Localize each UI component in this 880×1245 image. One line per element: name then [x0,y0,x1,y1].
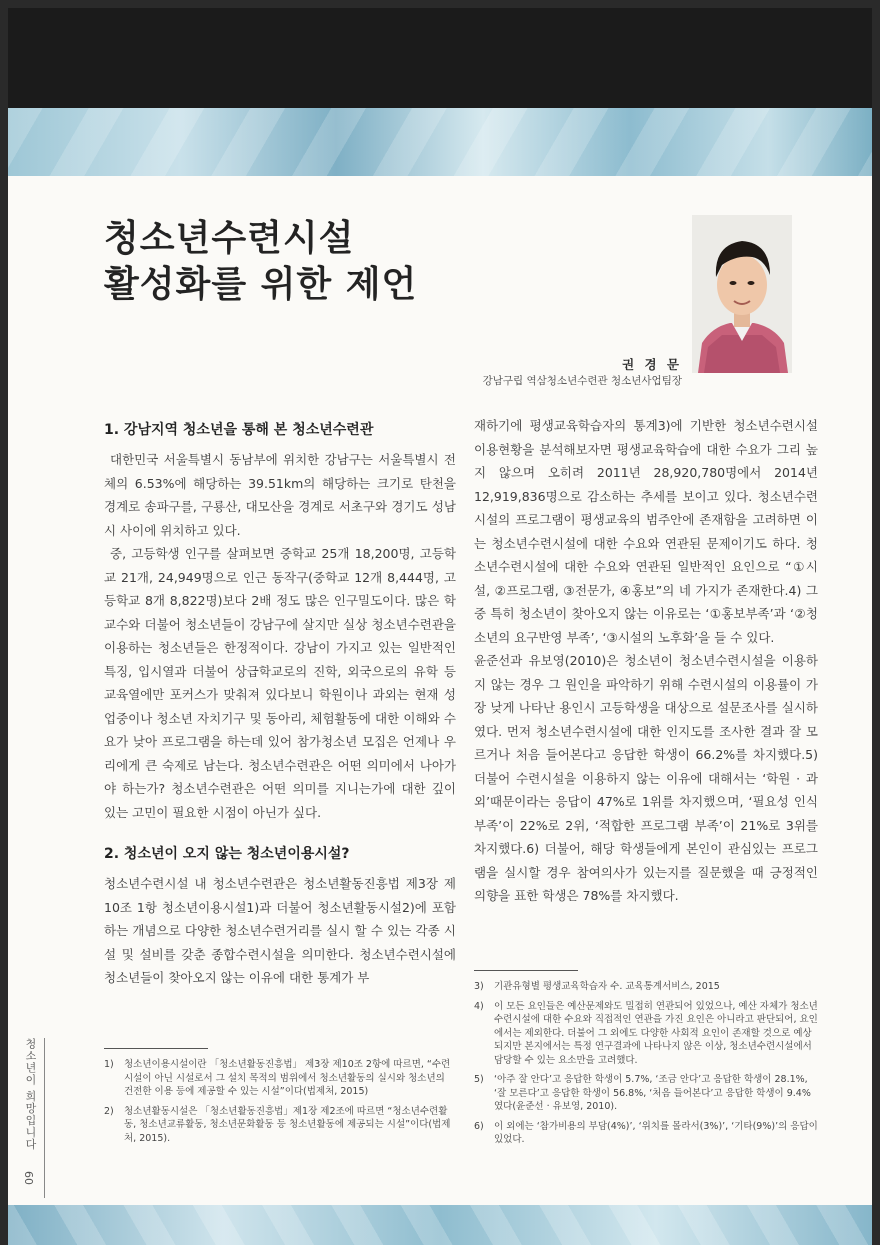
footnote-item [474,1000,818,1068]
footnote-number: 2) [104,1105,114,1117]
section-1-paragraph-1: 대한민국 서울특별시 동남부에 위치한 강남구는 서울특별시 전체의 6.53%에 해당하는 39.51km의 해당하는 크기로 탄천을 경계로 송파구를, 구룡산, 대모산을 경계로 서초구와 경기도 성남시 사이에 위치하고 있다. [104,452,456,538]
header-banner [8,108,872,176]
footnote-rule-right [474,970,578,971]
footer-banner [8,1205,872,1245]
section-1-heading: 1. 강남지역 청소년을 통해 본 청소년수련관 [104,422,374,438]
footnote-item [474,1073,818,1114]
author-affiliation: 강남구립 역삼청소년수련관 청소년사업팀장 [482,375,682,387]
footnote-item [474,1120,818,1147]
footnote-number: 4) [474,1000,484,1012]
right-paragraph-2: 윤준선과 유보영(2010)은 청소년이 청소년수련시설을 이용하지 않는 경우 그 원인을 파악하기 위해 수련시설의 이용률이 가장 낮게 나타난 용인시 고등학생을 대상으로 설문조사를 실시하였다. 먼저 청소년수련시설에 대한 인지도를 조사한 결과 잘 모르거나 처음 들어본다고 응답한 학생이 66.2%를 차지했다.5) 더불어 수련시설을 이용하지 않는 이유에 대해서는 ‘학원 · 과외’때문이라는 응답이 47%로 1위를 차지했으며, ‘필요성 인식부족’이 22%로 2위, ‘적합한 프로그램 부족’이 21%로 3위를 차지했다.6) 더불어, 해당 학생들에게 본인이 관심있는 프로그램을 실시할 경우 참여의사가 있는지를 질문했을 때 긍정적인 의향을 표한 학생은 78%를 차지했다. [474,653,818,903]
magazine-page [8,8,872,1245]
footnote-text: 이 외에는 ‘참가비용의 부담(4%)’, ‘위치를 몰라서(3%)’, ‘기타(9%)’의 응답이 있었다. [494,1120,818,1145]
top-dark-band [8,8,872,108]
footnote-item [474,980,818,994]
footnote-rule-left [104,1048,208,1049]
sidebar-label: 청소년이 희망입니다 [24,1038,37,1151]
footnote-text: ‘아주 잘 안다’고 응답한 학생이 5.7%, ‘조금 안다’고 응답한 학생이 28.1%, ‘잘 모른다’고 응답한 학생이 56.8%, ‘처음 들어본다’고 응답한 학생이 9.4%였다(윤준선 · 유보영, 2010). [494,1074,811,1112]
footnote-number: 6) [474,1120,484,1132]
section-1-paragraph-2: 중, 고등학생 인구를 살펴보면 중학교 25개 18,200명, 고등학교 21개, 24,949명으로 인근 동작구(중학교 12개 8,444명, 고등학교 8개 8,822명)보다 2배 정도 많은 인구밀도이다. 많은 학교수와 더불어 청소년들이 강남구에 살지만 실상 청소년수련관을 이용하는 청소년들은 한정적이다. 강남이 가지고 있는 일반적인 특징, 입시열과 더불어 상급학교로의 진학, 외국으로의 유학 등 교육열에만 포커스가 맞춰져 있다보니 학원이나 과외는 현재 성업중이나 청소년 자치기구 및 동아리, 체험활동에 대한 이해와 수요가 낮아 프로그램을 하는데 있어 참가청소년 모집은 언제나 우리에게 큰 숙제로 남는다. 청소년수련관은 어떤 의미에서 나아가야 하는가? 청소년수련관은 어떤 의미를 지니는가에 대한 깊이 있는 고민이 필요한 시점이 아닌가 싶다. [104,546,456,820]
author-name: 권 경 문 [622,357,682,372]
author-photo [692,215,792,373]
footnote-number: 3) [474,981,484,992]
author-portrait-icon [692,215,792,373]
title-line-1: 청소년수련시설 [104,218,355,259]
footnote-number: 5) [474,1074,484,1085]
footnote-item [104,1058,456,1099]
footnote-text: 기관유형별 평생교육학습자 수. 교육통계서비스, 2015 [494,981,720,992]
sidebar-divider [44,1038,45,1198]
left-column [104,420,456,990]
footnotes-left [104,1058,456,1151]
footnote-item [104,1105,456,1146]
footnote-text: 이 모든 요인들은 예산문제와도 밀접히 연관되어 있었으나, 예산 자체가 청소년수련시설에 대한 수요와 직접적인 연관을 가진 요인은 아니라고 판단되어, 요인에서는 제외한다. 더불어 그 외에도 다양한 사회적 요인이 존재할 것으로 예상되지만 본지에서는 특정 연구결과에 나타나지 않은 이상, 청소년수련시설에서 담당할 수 있는 요소만을 고려했다. [494,1000,818,1066]
article-title [104,216,417,308]
section-2-paragraph: 청소년수련시설 내 청소년수련관은 청소년활동진흥법 제3장 제10조 1항 청소년이용시설1)과 더불어 청소년활동시설2)에 포함하는 개념으로 다양한 청소년수련거리를 실시 할 수 있는 각종 시설 및 설비를 갖춘 종합수련시설을 의미한다. 청소년수련시설에 청소년들이 찾아오지 않는 이유에 대한 통계가 부 [104,876,456,985]
page-number: 60 [22,1171,35,1185]
footnote-text: 청소년활동시설은 「청소년활동진흥법」제1장 제2조에 따르면 “청소년수련활동, 청소년교류활동, 청소년문화활동 등 청소년활동에 제공되는 시설”이다(법제처, 2015). [124,1105,451,1144]
footnote-number: 1) [104,1059,114,1070]
right-column [474,414,818,908]
section-2-heading: 2. 청소년이 오지 않는 청소년이용시설? [104,846,350,862]
title-line-2: 활성화를 위한 제언 [104,264,418,305]
footnote-text: 청소년이용시설이란 「청소년활동진흥법」 제3장 제10조 2항에 따르면, “수련시설이 아닌 시설로서 그 설치 목적의 범위에서 청소년활동의 실시와 청소년의 건전한 이용 등에 제공할 수 있는 시설”이다(법제처, 2015) [124,1059,451,1097]
footnotes-right [474,980,818,1153]
right-paragraph-1: 재하기에 평생교육학습자의 통계3)에 기반한 청소년수련시설 이용현황을 분석해보자면 평생교육학습에 대한 수요가 그리 높지 않으며 오히려 2011년 28,920,780명에서 2014년 12,919,836명으로 감소하는 추세를 보이고 있다. 청소년수련시설의 프로그램이 평생교육의 범주안에 존재함을 고려하면 이는 청소년수련시설에 대한 수요와 연관된 문제이기도 하다. 청소년수련시설에 대한 수요와 연관된 일반적인 요인으로 “①시설, ②프로그램, ③전문가, ④홍보”의 네 가지가 존재한다.4) 그 중 특히 청소년이 찾아오지 않는 이유로는 ‘①홍보부족’과 ‘②청소년의 요구반영 부족’, ‘③시설의 노후화’을 들 수 있다. [474,418,818,645]
